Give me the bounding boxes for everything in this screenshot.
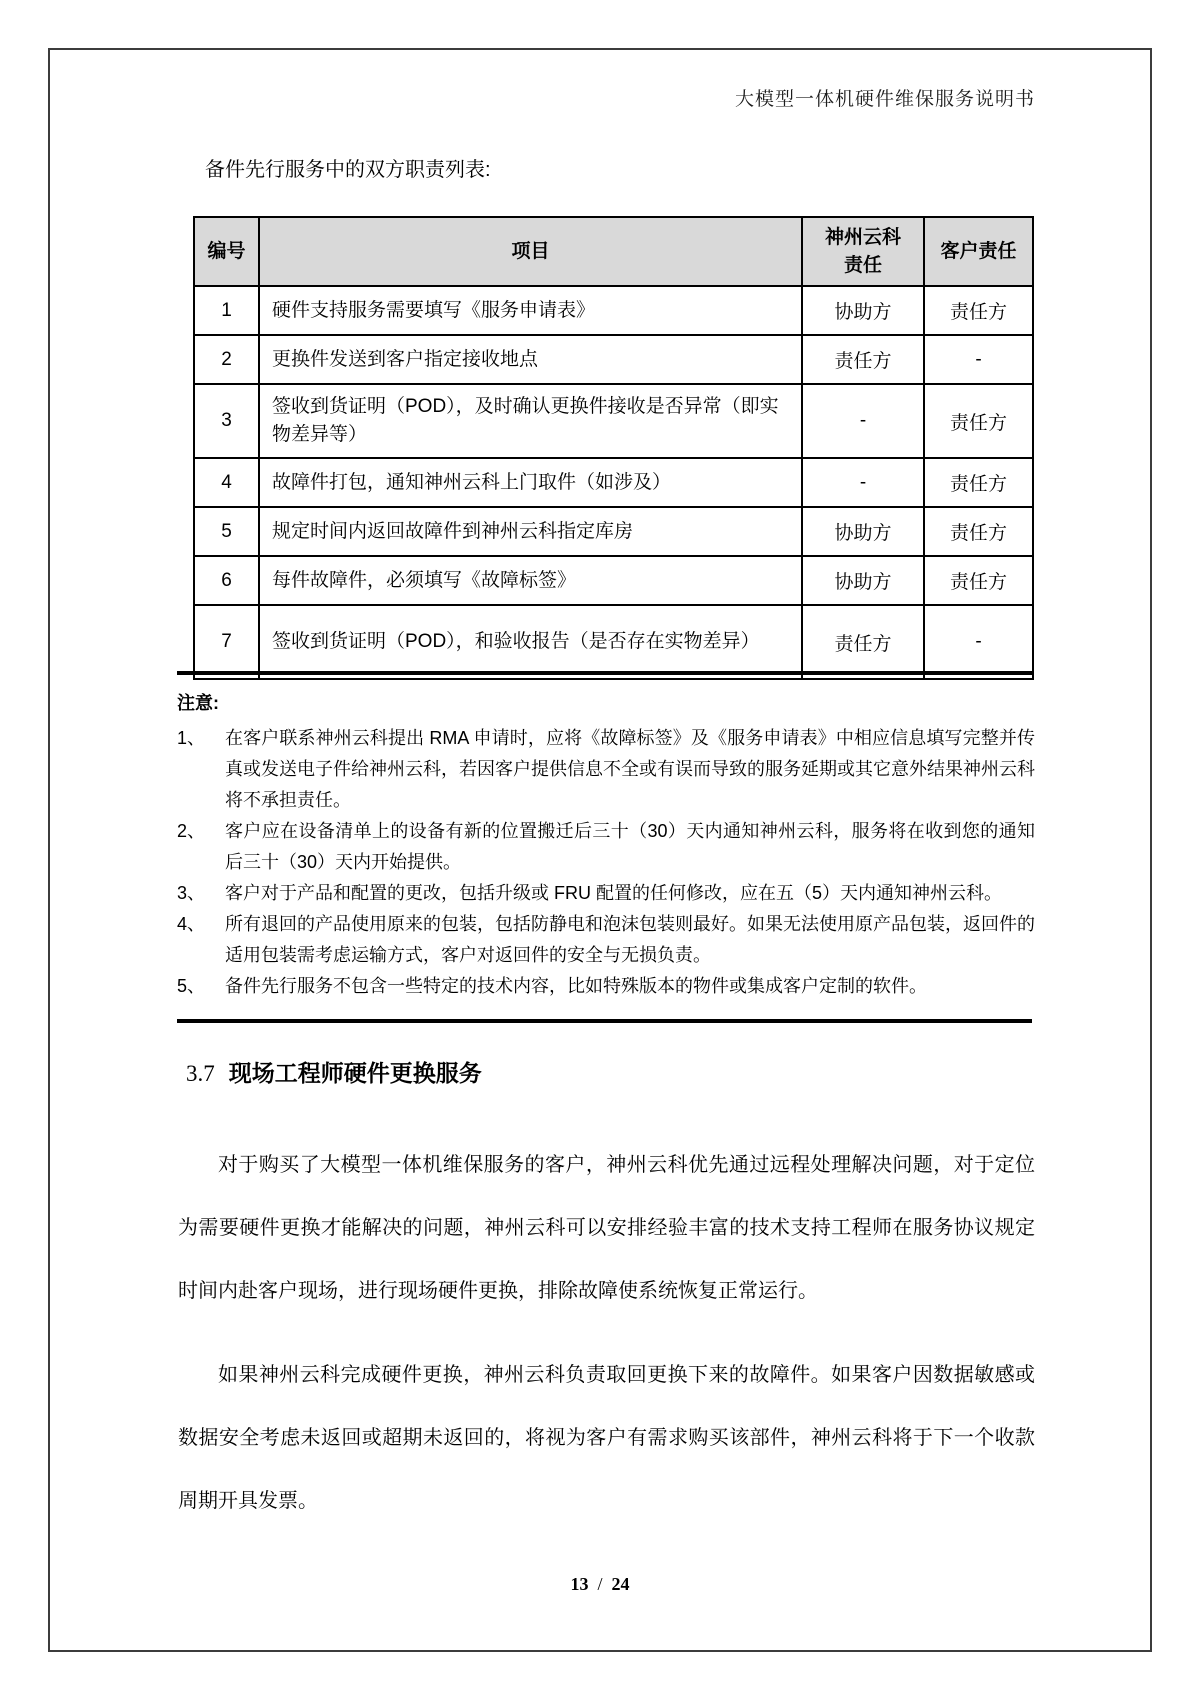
cell-number: 2 <box>194 335 259 384</box>
note-number: 4、 <box>177 914 206 934</box>
note-item <box>177 878 1035 909</box>
note-number: 1、 <box>177 728 206 748</box>
cell-item: 签收到货证明（POD），和验收报告（是否存在实物差异） <box>259 605 802 679</box>
cell-customer-responsibility: 责任方 <box>924 384 1033 458</box>
cell-customer-responsibility: - <box>924 605 1033 679</box>
col-header-vendor-responsibility: 神州云科责任 <box>802 217 924 286</box>
page-number-separator: / <box>597 1574 603 1594</box>
table-row <box>194 507 1033 556</box>
cell-item: 故障件打包，通知神州云科上门取件（如涉及） <box>259 458 802 507</box>
page-footer <box>0 1574 1200 1595</box>
note-item <box>177 909 1035 971</box>
cell-vendor-responsibility: 责任方 <box>802 335 924 384</box>
table-row <box>194 384 1033 458</box>
cell-customer-responsibility: 责任方 <box>924 286 1033 335</box>
note-text: 所有退回的产品使用原来的包装，包括防静电和泡沫包装则最好。如果无法使用原产品包装，返回件的适用包装需考虑运输方式，客户对返回件的安全与无损负责。 <box>225 914 1035 965</box>
note-number: 5、 <box>177 976 206 996</box>
cell-vendor-responsibility: 协助方 <box>802 507 924 556</box>
note-number: 3、 <box>177 883 206 903</box>
cell-item: 更换件发送到客户指定接收地点 <box>259 335 802 384</box>
body-paragraph: 如果神州云科完成硬件更换，神州云科负责取回更换下来的故障件。如果客户因数据敏感或数据安全考虑未返回或超期未返回的，将视为客户有需求购买该部件，神州云科将于下一个收款周期开具发票。 <box>178 1364 1035 1512</box>
cell-vendor-responsibility: - <box>802 458 924 507</box>
note-number: 2、 <box>177 821 206 841</box>
cell-customer-responsibility: 责任方 <box>924 458 1033 507</box>
note-text: 备件先行服务不包含一些特定的技术内容，比如特殊版本的物件或集成客户定制的软件。 <box>225 976 927 996</box>
table-row <box>194 335 1033 384</box>
page-number-total: 24 <box>611 1574 630 1594</box>
cell-vendor-responsibility: 协助方 <box>802 556 924 605</box>
col-header-item: 项目 <box>259 217 802 286</box>
cell-number: 5 <box>194 507 259 556</box>
cell-item: 硬件支持服务需要填写《服务申请表》 <box>259 286 802 335</box>
table-intro-line: 备件先行服务中的双方职责列表: <box>205 159 491 181</box>
cell-vendor-responsibility: - <box>802 384 924 458</box>
section-title: 现场工程师硬件更换服务 <box>228 1060 482 1086</box>
table-row <box>194 605 1033 679</box>
table-row <box>194 286 1033 335</box>
responsibility-table <box>193 216 1034 680</box>
note-item <box>177 971 1035 1002</box>
section-number: 3.7 <box>186 1061 215 1086</box>
cell-customer-responsibility: 责任方 <box>924 507 1033 556</box>
note-text: 在客户联系神州云科提出 RMA 申请时，应将《故障标签》及《服务申请表》中相应信息填写完整并传真或发送电子件给神州云科，若因客户提供信息不全或有误而导致的服务延期或其它意外结果神州云科将不承担责任。 <box>225 728 1035 810</box>
page-number-current: 13 <box>570 1574 589 1594</box>
horizontal-rule-bottom <box>177 1019 1032 1023</box>
notes-section <box>177 688 1035 1002</box>
cell-vendor-responsibility: 协助方 <box>802 286 924 335</box>
table-row <box>194 458 1033 507</box>
cell-number: 6 <box>194 556 259 605</box>
cell-customer-responsibility: 责任方 <box>924 556 1033 605</box>
note-item <box>177 723 1035 816</box>
section-heading <box>186 1057 482 1090</box>
note-text: 客户对于产品和配置的更改，包括升级或 FRU 配置的任何修改，应在五（5）天内通知神州云科。 <box>225 883 1003 903</box>
notes-label: 注意: <box>177 693 219 713</box>
cell-item: 规定时间内返回故障件到神州云科指定库房 <box>259 507 802 556</box>
cell-item: 每件故障件，必须填写《故障标签》 <box>259 556 802 605</box>
col-header-customer-responsibility: 客户责任 <box>924 217 1033 286</box>
cell-customer-responsibility: - <box>924 335 1033 384</box>
horizontal-rule-top <box>177 671 1032 675</box>
cell-item: 签收到货证明（POD），及时确认更换件接收是否异常（即实物差异等） <box>259 384 802 458</box>
table-row <box>194 556 1033 605</box>
cell-number: 1 <box>194 286 259 335</box>
table-header-row <box>194 217 1033 286</box>
note-item <box>177 816 1035 878</box>
document-header-title: 大模型一体机硬件维保服务说明书 <box>734 89 1035 110</box>
cell-number: 4 <box>194 458 259 507</box>
col-header-number: 编号 <box>194 217 259 286</box>
cell-number: 3 <box>194 384 259 458</box>
body-paragraph: 对于购买了大模型一体机维保服务的客户，神州云科优先通过远程处理解决问题，对于定位为需要硬件更换才能解决的问题，神州云科可以安排经验丰富的技术支持工程师在服务协议规定时间内赴客户现场，进行现场硬件更换，排除故障使系统恢复正常运行。 <box>178 1154 1035 1302</box>
cell-number: 7 <box>194 605 259 679</box>
note-text: 客户应在设备清单上的设备有新的位置搬迁后三十（30）天内通知神州云科，服务将在收到您的通知后三十（30）天内开始提供。 <box>225 821 1035 872</box>
cell-vendor-responsibility: 责任方 <box>802 605 924 679</box>
